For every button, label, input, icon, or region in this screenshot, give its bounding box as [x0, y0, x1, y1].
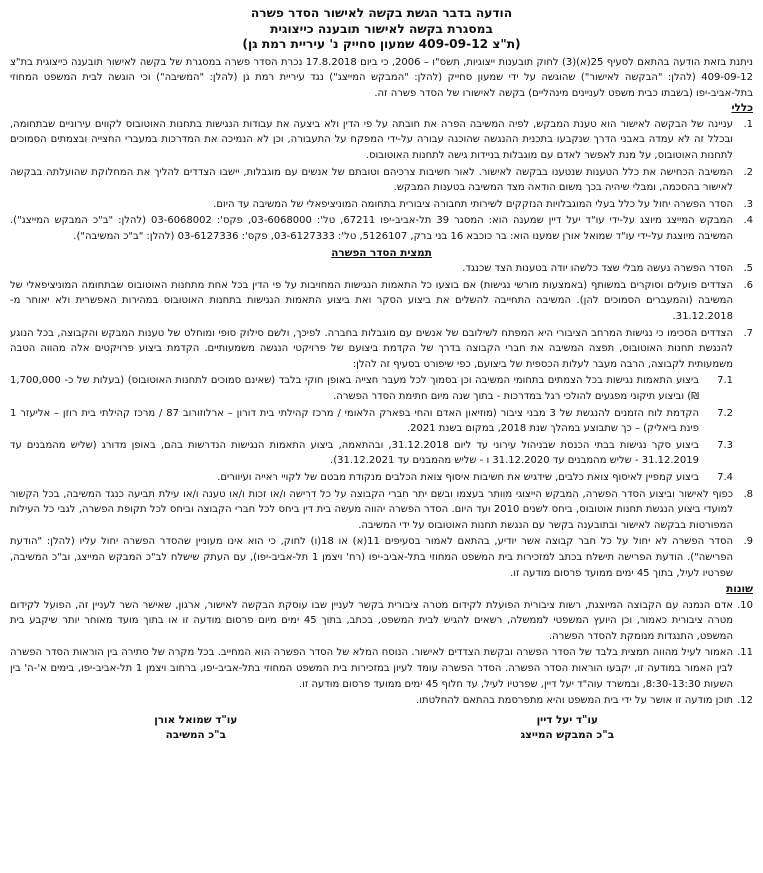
item-number: 4.	[743, 215, 753, 227]
case-number: (ת"צ 409-09-12 שמעון סחייק נ' עיריית רמת גן)	[242, 37, 521, 51]
item-number: 10.	[737, 599, 753, 611]
list-item	[10, 261, 753, 277]
list-item	[10, 278, 753, 325]
item-text: המבקש המייצג מיוצג על-ידי עו"ד יעל דיין שמענה הוא: המסגר 39 תל-אביב-יפו 67211, טל': 03-6068000, פקס': 03-6068002 (להלן: "ב"כ המבקש המייצג"). המשיבה מיוצגת על-ידי עו"ד שמואל אורן שמענו הוא: בר כוכבא 16 בני ברק, 5126107, טל': 03-6127333, פקס': 03-6127336 (להלן: "ב"כ המשיבה").	[10, 215, 733, 243]
sub-item-text: ביצוע סקר נגישות בבתי הכנסת שבניהול עירוני עד ליום 31.12.2018, ובהתאמה, ביצוע התאמות הנגישות הנדרשות בהם, באופן מדורג (שליש מהמבנים עד 31.12.2019 - שליש מהמבנים עד 31.12.2020 ו - שליש מהמבנים עד 31.12.2021).	[10, 439, 699, 467]
section-heading-general: כללי	[731, 102, 753, 115]
signature-applicant-counsel	[467, 713, 667, 743]
item-number: 6.	[743, 279, 753, 291]
item-text: הצדדים הסכימו כי נגישות המרחב הציבורי היא המפתח לשילובם של אנשים עם מוגבלות בחברה. לפיכך, ולשם סילוק סופי ומוחלט של טענות המבקש והקבוצה, בכל הנוגע להנגשת תחנות האוטובוס, תפצה המשיבה את חברי הקבוצה בדרך של הקדמת ביצועם של פרויקטי הנגשה משמעותיים. הקדמת ביצוע פרויקטים אלה מהווה הטבה משמעותית לקבוצה, הרבה מעבר לעלות הכספית של ביצועם, כפי שיפורט בסעיף זה להלן:	[10, 327, 733, 370]
intro-paragraph: ניתנת בזאת הודעה בהתאם לסעיף 25(א)(3) לחוק תובענות ייצוגיות, תשס"ו – 2006, כי ביום 17.8.2018 נכרת הסדר פשרה במסגרת של בקשה לאישור תובענה כייצוגית בת"צ 409-09-12 (להלן: "הבקשה לאישור") שהוגשה על ידי שמעון סחייק (להלן: "המבקש המייצג") נגד עיריית רמת גן (להלן: "המשיבה") וכי הוגשה לבית המשפט המחוזי בתל-אביב-יפו (בשבתו כבית משפט לעניינים מינהליים) בקשה לאישורו של הסדר פשרה זה.	[10, 56, 753, 99]
sub-item-number: 7.2	[717, 407, 733, 419]
item-text: כפוף לאישור וביצוע הסדר הפשרה, המבקש הייצוגי מוותר בעצמו ובשם יתר חברי הקבוצה על כל דרישה ו/או זכות ו/או טענה ו/או עילת תביעה כנגד המשיבה, בכל הקשור למועדי ביצוע הנגשת תחנות אוטובוס, ביחס לשנים 2010 ועד היום. הסדר הפשרה יהווה מעשה בית דין ביחס לכל חברי הקבוצה וביחס לכל תקופת הפשרה, לגבי כל העילות המפורטות בבקשה לאישור ובתובענה בקשר עם הנגשת תחנות האוטובוס על ידי המשיבה.	[10, 488, 734, 531]
item-number: 7.	[743, 327, 753, 339]
list-item	[10, 598, 753, 645]
item-number: 2.	[743, 166, 753, 178]
signatory-role: ב"כ המבקש המייצג	[520, 728, 615, 741]
sub-item	[10, 406, 733, 437]
sub-item-text: ביצוע קמפיין לאיסוף צואת כלבים, שידגיש את חשיבות איסוף צואת הכלבים מנקודת מבטם של לקויי ראייה ועיוורים.	[217, 471, 699, 483]
notice-subtitle: במסגרת בקשה לאישור תובענה כייצוגית	[270, 21, 493, 36]
list-item	[10, 693, 753, 709]
sub-item	[10, 438, 733, 469]
section-heading-terms: תמצית הסדר הפשרה	[331, 246, 432, 259]
sub-item-text: הקדמת לוח הזמנים להנגשת של 3 מבני ציבור (מוזיאון האדם והחי בפארק הלאומי / מרכז קהילתי בית דורון – ארלוזורוב 87 / מרכז קהילתי בית רוזן – אליעזר 1 פינת ביאליק) – כך שתבוצע במהלך שנת 2018, במקום בשנת 2021.	[10, 407, 699, 435]
item-text: הסדר הפשרה יחול על כלל בעלי המוגבלויות הנזקקים לשירותי תחבורה ציבורית בתחומה המוניציפאלי של המשיבה עד היום.	[213, 198, 733, 210]
item-text: הסדר הפשרה לא יחול על כל חבר קבוצה אשר יודיע, בהתאם לאמור בסעיפים 11(א) או 18(ו) לחוק, כי הוא אינו מעוניין שהסדר הפשרה יחול עליו (להלן: "הודעת הפרישה"). הודעת הפרישה תישלח בכתב למזכירות בית המשפט המחוזי בתל-אביב-יפו (רח' ויצמן 1 תל-אביב-יפו), עם העתק שישלח לב"כ המבקש המייצג, וב"כ המשיבה, שפרטיו לעיל, בתוך 45 ימים ממועד פרסום מודעה זו.	[10, 536, 734, 579]
sub-item	[10, 470, 733, 486]
sub-item-number: 7.3	[717, 439, 733, 451]
sub-item-number: 7.4	[717, 471, 733, 483]
item-number: 11.	[737, 647, 753, 659]
list-item	[10, 534, 753, 581]
item-text: אדם הנמנה עם הקבוצה המיוצגת, רשות ציבורית הפועלת לקידום מטרה ציבורית בקשר לעניין שבו עוסקת הבקשה לאישור, ארגון, שאישר השר לעניין זה, הפועל לקידום מטרה ציבורית כאמור, וכן היועץ המשפטי לממשלה, רשאים להגיש לבית המשפט, בכתב, בתוך 45 ימים מיום פרסום מודעה זו או בתוך מועד מאוחר יותר שיקבע בית המשפט, התנגדות מנומקת להסדר הפשרה.	[10, 599, 733, 642]
notice-title: הודעה בדבר הגשת בקשה לאישור הסדר פשרה	[250, 6, 513, 20]
item-text: הצדדים פועלים וסוקרים במשותף (באמצעות מורשי נגישות) אם בוצעו כל התאמות הנגישות המחויבות על פי הדין בכל אחת מתחנות האוטובוס שבתחומה המוניציפאלי של המשיבה (והמעברים הסמוכים להן). המשיבה התחייבה להשלים את ביצוע הסקר ואת ביצוע התאמות הנגישות בתחנות האוטובוס במהירות האפשרית ולא יאוחר מ- 31.12.2018.	[10, 279, 733, 322]
misc-list	[10, 598, 753, 709]
item-text: הסדר הפשרה נעשה מבלי שצד כלשהו יודה בטענות הצד שכנגד.	[462, 263, 733, 275]
sub-list	[10, 373, 753, 485]
terms-list	[10, 261, 753, 581]
list-item	[10, 165, 753, 196]
signature-block	[10, 713, 753, 743]
list-item	[10, 197, 753, 213]
item-number: 12.	[737, 695, 753, 707]
item-text: עניינה של הבקשה לאישור הוא טענת המבקש, לפיה המשיבה הפרה את חובתה על פי הדין ולא ביצעה את עבודות הנגישות בתחנות האוטובוס לקווים עירוניים שבתחומה, ובכלל זה לא עמדה באבני הדרך שנקבעו בתכנית ההנגשה שהוכנה עבורה על-ידי המפקח על התעבורה, וכן לא הנמיכה את המדרכות במעברי החצייה ובצמתים הסמוכים לתחנות האוטובוס, על מנת לאפשר לאדם עם מוגבלות בניידות גישה לתחנות האוטובוס.	[10, 118, 733, 162]
item-number: 1.	[743, 118, 753, 130]
sub-item	[10, 373, 733, 404]
general-list	[10, 117, 753, 245]
item-text: האמור לעיל מהווה תמצית בלבד של הסדר הפשרה ובקשת הצדדים לאישור. הנוסח המלא של הסדר הפשרה הוא המחייב. בכל מקרה של סתירה בין הוראות הסדר הפשרה לבין האמור במודעה זו, יקבעו הוראות הסדר הפשרה. הסדר הפשרה עומד לעיון במזכירות בית המשפט המחוזי בתל-אביב-יפו, ברחוב ויצמן 1 תל-אביב-יפו, בימים א'-ה' בין השעות 8:30-13:30, ובמשרד עוה"ד יעל דיין, שפרטיו לעיל, עד חלוף 45 ימים ממועד פרסום מודעה זו.	[10, 647, 734, 690]
list-item	[10, 487, 753, 534]
signatory-name: עו"ד שמואל אורן	[154, 713, 238, 726]
item-number: 8.	[743, 488, 753, 500]
list-item	[10, 326, 753, 373]
signatory-role: ב"כ המשיבה	[165, 728, 226, 741]
item-number: 5.	[743, 263, 753, 275]
section-heading-misc: שונות	[726, 583, 753, 596]
item-number: 3.	[743, 198, 753, 210]
item-text: המשיבה הכחישה את כלל הטענות שנטענו בבקשה לאישור. לאור חשיבות צרכיהם וטובתם של אנשים עם מוגבלות, יישבו הצדדים להליך את המחלוקת שהועלתה בבקשה לאישור בהסכמה, ומבלי שיהיה בכך משום הודאה מצד המשיבה בטענות המבקש.	[10, 166, 733, 194]
sub-item-number: 7.1	[717, 375, 733, 387]
list-item	[10, 213, 753, 244]
list-item	[10, 117, 753, 164]
signatory-name: עו"ד יעל דיין	[536, 713, 598, 726]
list-item	[10, 645, 753, 692]
signature-respondent-counsel	[96, 713, 296, 743]
sub-item-text: ביצוע התאמות נגישות בכל הצמתים בתחומי המשיבה וכן בסמוך לכל מעבר חצייה באופן חוקי בלבד (שאינם סמוכים לתחנות האוטובוס) (בעלות של כ- 1,700,000 ₪) וביצוע תיקוני מפגעים להולכי רגל במדרכות - בתוך שנה מיום חתימת הסדר הפשרה.	[10, 375, 699, 402]
item-text: תוכן מודעה זו אושר על ידי בית המשפט והיא מתפרסמת בהתאם להחלטתו.	[416, 695, 733, 707]
item-number: 9.	[743, 536, 753, 548]
